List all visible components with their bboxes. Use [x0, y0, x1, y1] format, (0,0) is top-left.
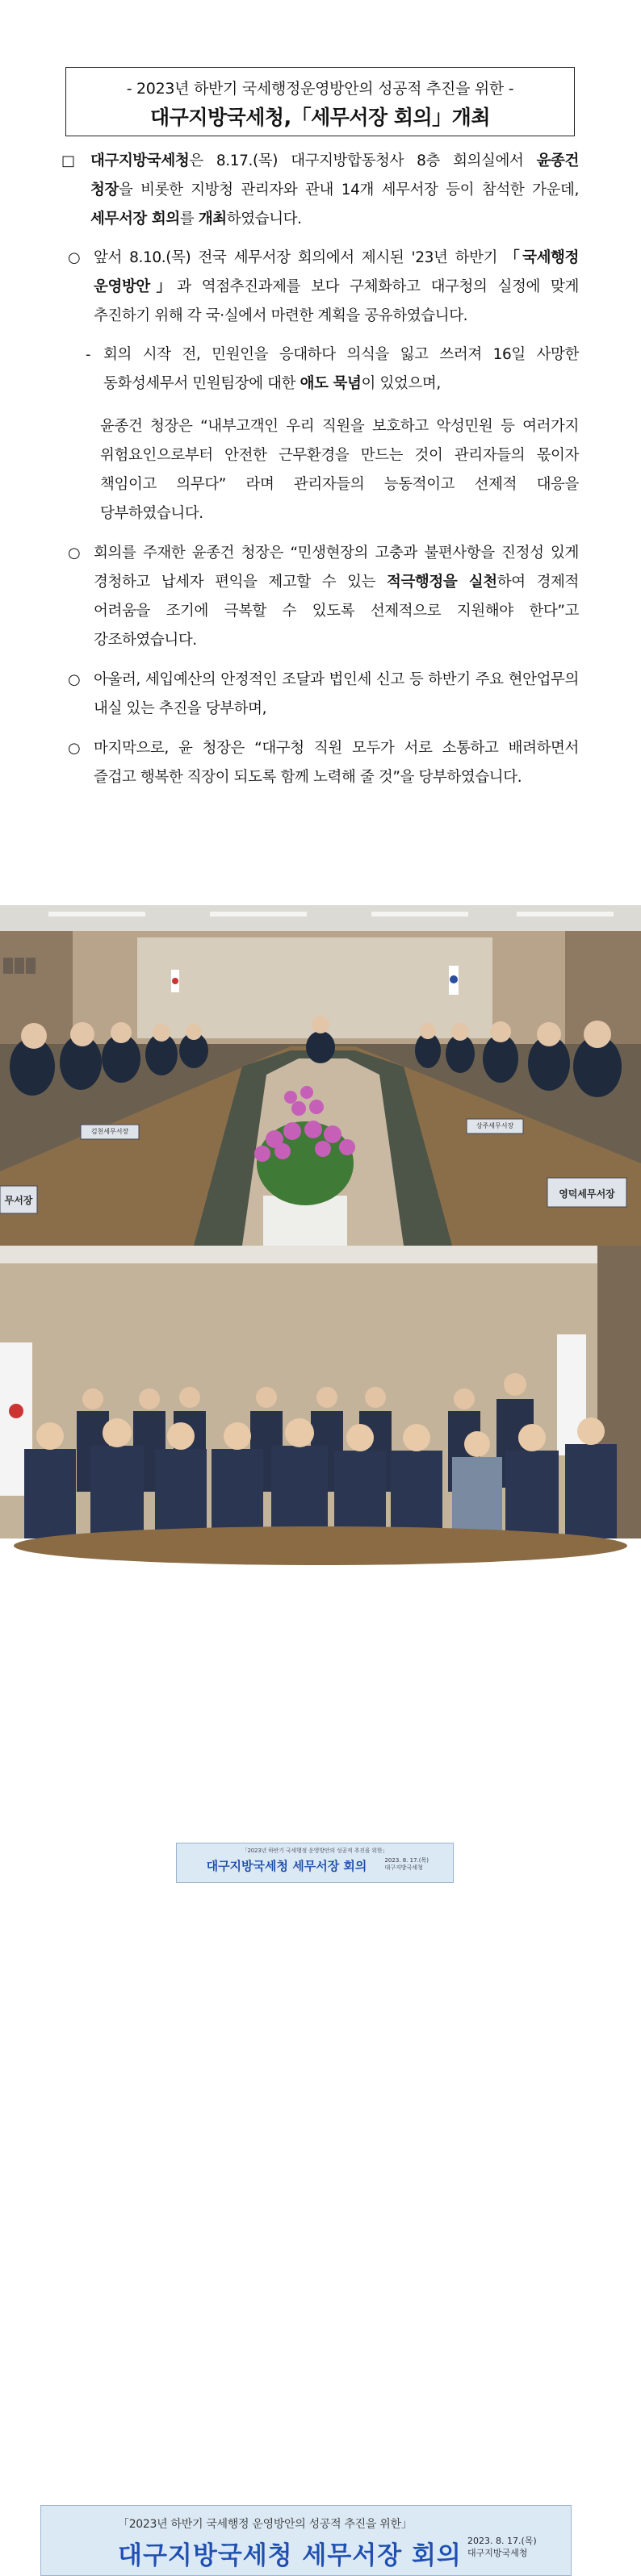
p5-text-1: 회의를 주재한 윤종건 청장은 “민생현장의 고충과 불편사항을 진정성 있게 경청하고 납세자 편익을 제고할 수 있는	[94, 545, 579, 591]
group-scene-illustration	[0, 1246, 641, 1539]
paragraph-5	[94, 539, 579, 655]
paragraph-1	[90, 147, 579, 234]
circle-bullet: ○	[68, 545, 81, 562]
p1-bold-4: 개최	[198, 211, 227, 228]
paragraph-7: 마지막으로, 윤 청장은 “대구청 직원 모두가 서로 소통하고 배려하면서 즐겁고 행복한 직장이 되도록 함께 노력해 줄 것”을 당부하였습니다.	[94, 740, 579, 786]
nameplate: 영덕세무서장	[559, 1188, 615, 1200]
p1-bold-2: 윤종건 청장	[90, 152, 579, 198]
paragraph-6: 아울러, 세입예산의 안정적인 조달과 법인세 신고 등 하반기 주요 현안업무의 내실 있는 추진을 당부하며,	[94, 671, 579, 717]
banner-title: 대구지방국세청 세무서장 회의	[206, 1859, 367, 1873]
banner-date-block	[467, 2535, 537, 2559]
nameplate: 무서장	[4, 1195, 33, 1206]
p1-text-4: 하였습니다.	[226, 211, 302, 228]
banner-date: 2023. 8. 17.(목)	[467, 2536, 537, 2546]
p3-text-1: 회의 시작 전, 민원인을 응대하다 의식을 잃고 쓰러져 16일 사망한 동화성세무서 민원팀장에 대한	[103, 346, 579, 392]
p3-text-2: 이 있었으며,	[361, 375, 441, 392]
circle-bullet: ○	[68, 740, 81, 757]
paragraph-4: 윤종건 청장은 “내부고객인 우리 직원을 보호하고 악성민원 등 여러가지 위험요인으로부터 안전한 근무환경을 만드는 것이 관리자들의 몫이자 책임이고 의무다” 라며 관리자들의 능동적이고 선제적 대응을 당부하였습니다.	[100, 418, 579, 522]
p1-text-2: 을 비롯한 지방청 관리자와 관내 14개 세무서장 등이 참석한 가운데,	[118, 182, 579, 198]
banner-org: 대구지방국세청	[467, 2548, 528, 2558]
nameplate: 김천세무서장	[90, 1128, 129, 1135]
paragraph-2	[94, 244, 579, 331]
title-box	[65, 67, 575, 136]
meeting-banner	[176, 1843, 454, 1883]
paragraph-3	[103, 340, 579, 399]
p1-bold-1: 대구지방국세청	[90, 152, 190, 169]
banner-date: 2023. 8. 17.(목)	[384, 1857, 429, 1864]
square-bullet: □	[61, 152, 76, 169]
p5-text-2: 하여 경제적 어려움을 조기에 극복할 수 있도록 선제적으로 지원해야 한다”고 강조하였습니다.	[94, 574, 579, 649]
title-subheading: - 2023년 하반기 국세행정운영방안의 성공적 추진을 위한 -	[126, 80, 514, 98]
meeting-scene-illustration	[0, 905, 641, 1246]
p3-bold-1: 애도 묵념	[300, 375, 362, 392]
circle-bullet: ○	[68, 671, 81, 688]
p2-bold-1: 「국세행정 운영방안」	[94, 249, 579, 295]
banner-title: 대구지방국세청 세무서장 회의	[118, 2541, 462, 2570]
banner-subtitle: 「2023년 하반기 국세행정 운영방안의 성공적 추진을 위한」	[241, 1847, 388, 1854]
banner-org: 대구지방국세청	[384, 1864, 423, 1871]
meeting-photo	[0, 905, 641, 1873]
dash-bullet: -	[86, 346, 91, 363]
banner-subtitle: 「2023년 하반기 국세행정 운영방안의 성공적 추진을 위한」	[118, 2518, 413, 2531]
nameplate: 상주세무서장	[476, 1122, 514, 1129]
group-photo	[0, 1246, 641, 2570]
banner-date-block	[384, 1857, 429, 1872]
p1-text-3: 를	[179, 211, 199, 228]
p2-text-1: 앞서 8.10.(목) 전국 세무서장 회의에서 제시된 '23년 하반기	[94, 249, 505, 266]
group-banner	[40, 2505, 572, 2576]
p5-bold-1: 적극행정을 실천	[386, 574, 497, 591]
p1-text-1: 은 8.17.(목) 대구지방합동청사 8층 회의실에서	[189, 152, 537, 169]
circle-bullet: ○	[68, 249, 81, 266]
page-title: 대구지방국세청,「세무서장 회의」개최	[150, 106, 490, 129]
p2-text-2: 과 역점추진과제를 보다 구체화하고 대구청의 실정에 맞게 추진하기 위해 각 국·실에서 마련한 계획을 공유하였습니다.	[94, 278, 579, 324]
p1-bold-3: 세무서장 회의	[90, 211, 180, 228]
